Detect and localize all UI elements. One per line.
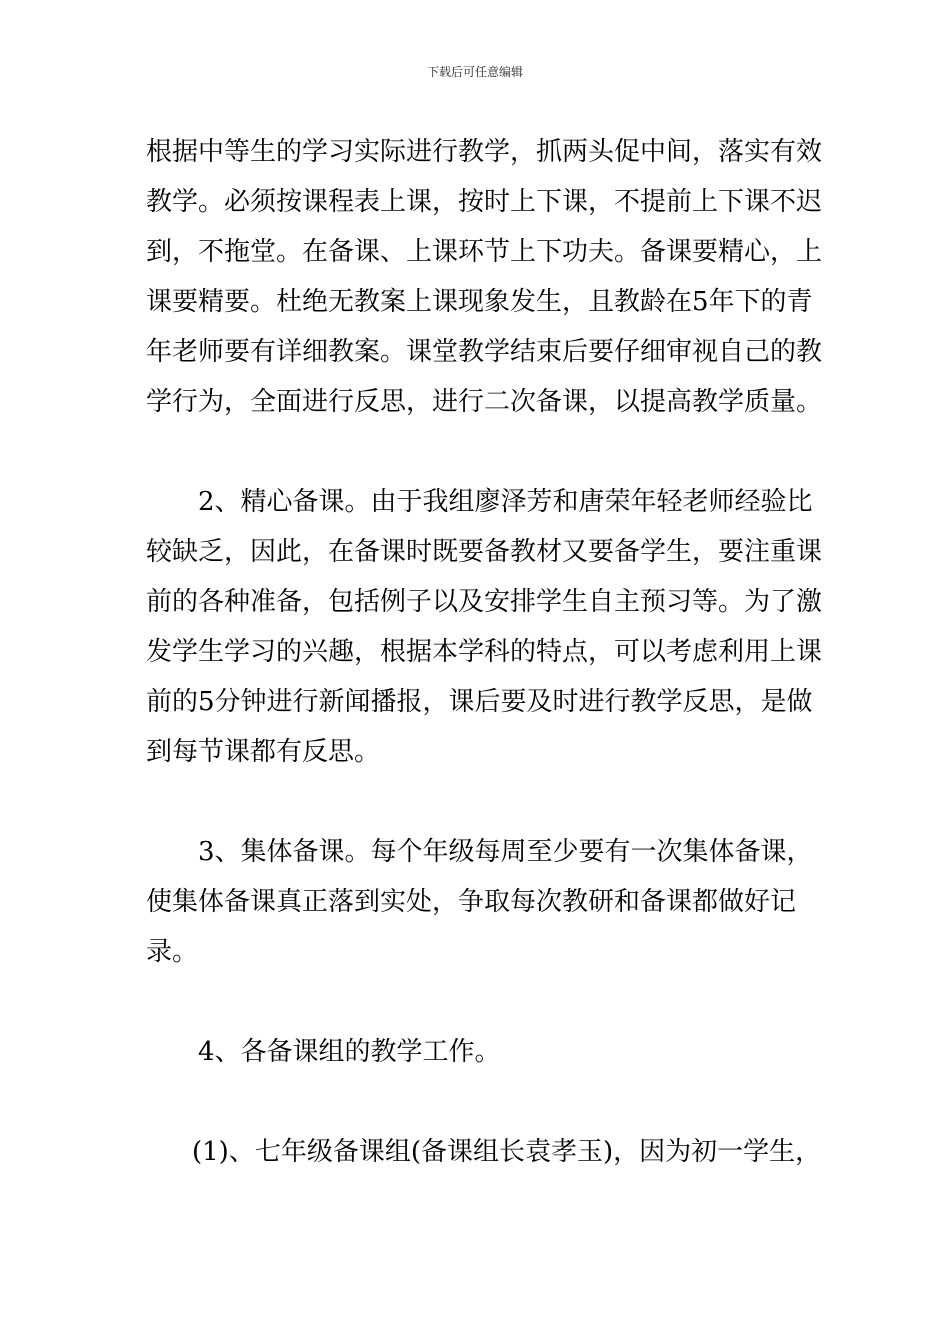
paragraph-gap: [146, 777, 836, 827]
page-header: 下载后可任意编辑: [426, 65, 523, 79]
paragraph-gap: [146, 977, 836, 1027]
paragraph-4: 4、各备课组的教学工作。: [198, 1037, 501, 1067]
paragraph-gap: [146, 1077, 836, 1127]
paragraph-2: 2、精心备课。由于我组廖泽芳和唐荣年轻老师经验比较缺乏，因此，在备课时既要备教材又要备学生，要注重课前的各种准备，包括例子以及安排学生自主预习等。为了激发学生学习的兴趣，根据本学科的特点，可以考虑利用上课前的5分钟进行新闻播报，课后要及时进行教学反思，是做到每节课都有反思。: [146, 487, 823, 767]
paragraph-3: 3、集体备课。每个年级每周至少要有一次集体备课，使集体备课真正落到实处，争取每次教研和备课都做好记录。: [146, 837, 813, 967]
paragraph-1: 根据中等生的学习实际进行教学，抓两头促中间，落实有效教学。必须按课程表上课，按时上下课，不提前上下课不迟到，不拖堂。在备课、上课环节上下功夫。备课要精心，上课要精要。杜绝无教案上课现象发生，且教龄在5年下的青年老师要有详细教案。课堂教学结束后要仔细审视自己的教学行为，全面进行反思，进行二次备课，以提高教学质量。: [146, 137, 823, 417]
document-body: [146, 127, 836, 1177]
paragraph-5: (1)、七年级备课组(备课组长袁孝玉)，因为初一学生，: [192, 1137, 822, 1167]
paragraph-gap: [146, 427, 836, 477]
